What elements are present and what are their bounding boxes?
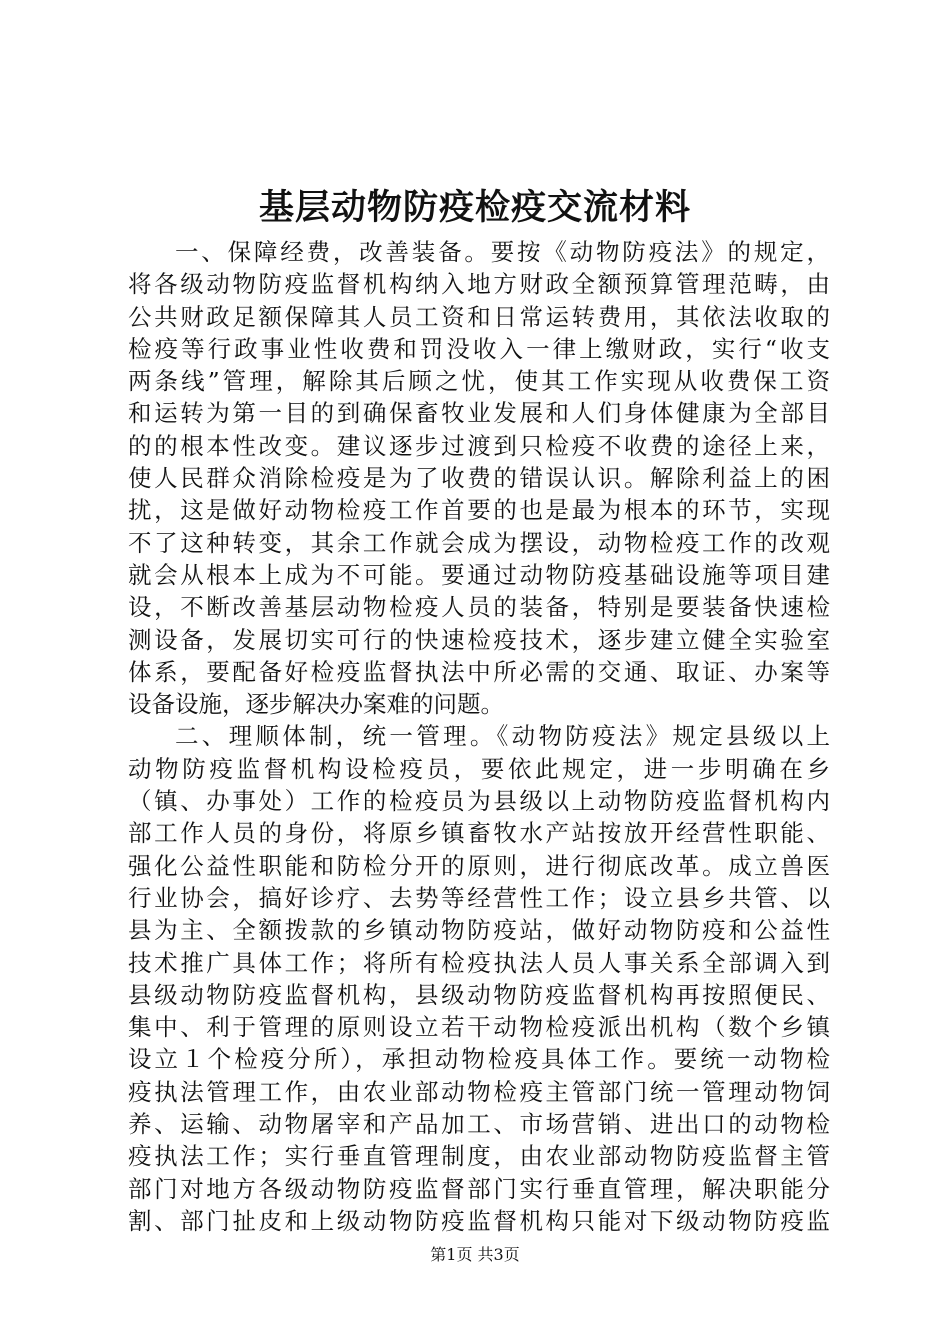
text-line: 就会从根本上成为不可能。要通过动物防疫基础设施等项目建 xyxy=(128,560,830,589)
text-line: 测设备，发展切实可行的快速检疫技术，逐步建立健全实验室 xyxy=(128,625,830,654)
text-line: 不了这种转变，其余工作就会成为摆设，动物检疫工作的改观 xyxy=(128,528,830,557)
text-line: 检疫等行政事业性收费和罚没收入一律上缴财政，实行“收支 xyxy=(128,334,830,363)
text-line: 设备设施，逐步解决办案难的问题。 xyxy=(128,690,504,719)
text-line: 技术推广具体工作；将所有检疫执法人员人事关系全部调入到 xyxy=(128,948,830,977)
text-line: 的的根本性改变。建议逐步过渡到只检疫不收费的途径上来， xyxy=(128,431,830,460)
text-line: 县级动物防疫监督机构，县级动物防疫监督机构再按照便民、 xyxy=(128,980,830,1009)
text-line: 二、理顺体制，统一管理。《动物防疫法》规定县级以上 xyxy=(175,722,830,751)
text-line: 设立１个检疫分所），承担动物检疫具体工作。要统一动物检 xyxy=(128,1045,830,1074)
paragraph-2 xyxy=(128,720,830,1237)
text-line: 公共财政足额保障其人员工资和日常运转费用，其依法收取的 xyxy=(128,302,830,331)
paragraph-1 xyxy=(128,236,830,720)
text-line: 一、保障经费，改善装备。要按《动物防疫法》的规定， xyxy=(175,238,830,266)
text-line: 动物防疫监督机构设检疫员，要依此规定，进一步明确在乡 xyxy=(128,754,830,783)
text-line: 疫执法工作；实行垂直管理制度，由农业部动物防疫监督主管 xyxy=(128,1142,830,1171)
text-line: 养、运输、动物屠宰和产品加工、市场营销、进出口的动物检 xyxy=(128,1110,830,1139)
text-line: 扰，这是做好动物检疫工作首要的也是最为根本的环节，实现 xyxy=(128,496,830,525)
text-line: 集中、利于管理的原则设立若干动物检疫派出机构（数个乡镇 xyxy=(128,1013,830,1042)
text-line: 将各级动物防疫监督机构纳入地方财政全额预算管理范畴，由 xyxy=(128,270,830,299)
text-line: 县为主、全额拨款的乡镇动物防疫站，做好动物防疫和公益性 xyxy=(128,916,830,945)
text-line: 部门对地方各级动物防疫监督部门实行垂直管理，解决职能分 xyxy=(128,1174,830,1203)
text-line: 割、部门扯皮和上级动物防疫监督机构只能对下级动物防疫监 xyxy=(128,1206,830,1235)
text-line: 部工作人员的身份，将原乡镇畜牧水产站按放开经营性职能、 xyxy=(128,819,830,848)
text-line: 两条线”管理，解除其后顾之忧，使其工作实现从收费保工资 xyxy=(128,367,830,396)
text-line: 设，不断改善基层动物检疫人员的装备，特别是要装备快速检 xyxy=(128,593,830,622)
text-line: （镇、办事处）工作的检疫员为县级以上动物防疫监督机构内 xyxy=(128,787,830,816)
text-line: 和运转为第一目的到确保畜牧业发展和人们身体健康为全部目 xyxy=(128,399,830,428)
document-body xyxy=(128,236,830,1237)
page-footer: 第1页 共3页 xyxy=(430,1245,520,1264)
text-line: 体系，要配备好检疫监督执法中所必需的交通、取证、办案等 xyxy=(128,657,830,686)
text-line: 使人民群众消除检疫是为了收费的错误认识。解除利益上的困 xyxy=(128,464,830,493)
text-line: 疫执法管理工作，由农业部动物检疫主管部门统一管理动物饲 xyxy=(128,1077,830,1106)
text-line: 行业协会，搞好诊疗、去势等经营性工作；设立县乡共管、以 xyxy=(128,883,830,912)
text-line: 强化公益性职能和防检分开的原则，进行彻底改革。成立兽医 xyxy=(128,851,830,880)
document-title: 基层动物防疫检疫交流材料 xyxy=(258,187,691,228)
